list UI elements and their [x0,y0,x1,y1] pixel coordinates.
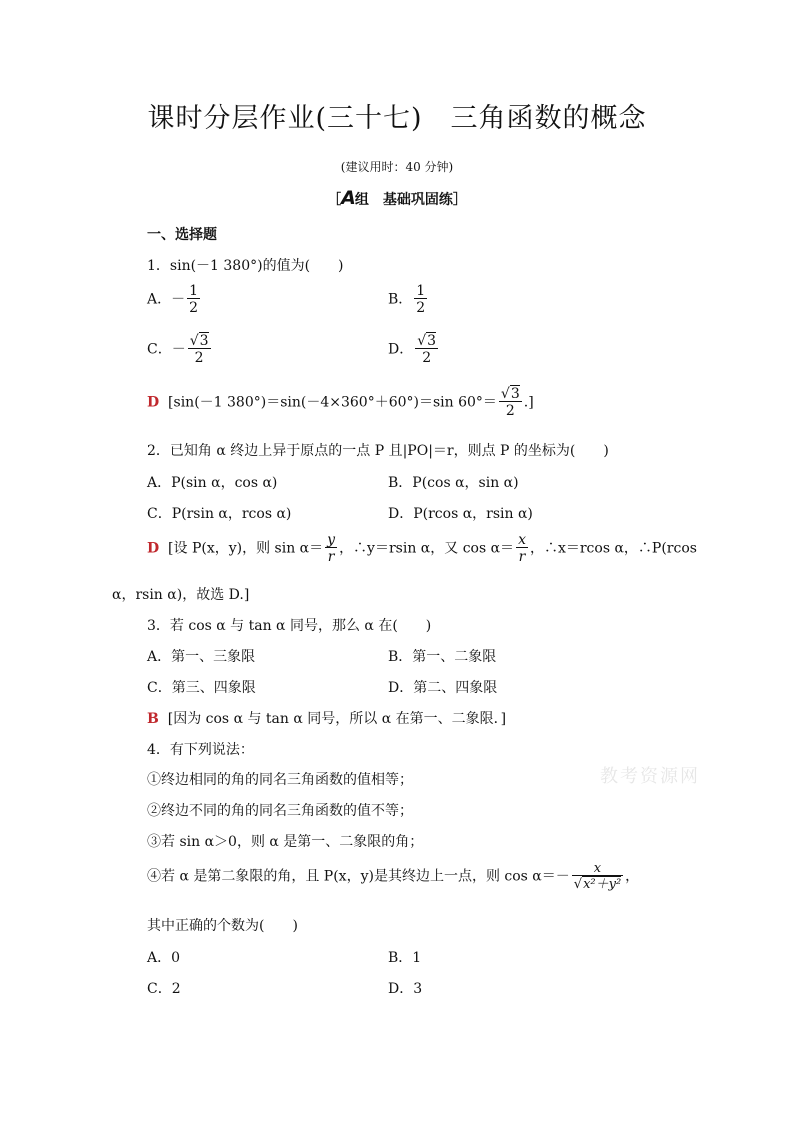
q4-statement-3: ③若 sin α＞0，则 α 是第一、二象限的角； [147,834,424,850]
group-label: 组 基础巩固练 [354,192,453,208]
q3-option-b: B．第一、二象限 [388,649,497,665]
q3-option-c: C．第三、四象限 [147,680,256,696]
sqrt-sign: √3 [417,333,437,349]
q1-option-d: D． $\frac{√3}{2}$ [388,333,437,366]
q4-option-c: C．2 [147,981,181,997]
page-title: 课时分层作业(三十七) 三角函数的概念 [147,103,647,134]
fraction: $\frac{√3}{2}$ [500,386,520,419]
q2-option-d: D．P(rcos α，rsin α) [388,506,533,522]
q1-option-b: B． $\frac{1}{2}$ [388,283,426,316]
sqrt-sign: √3 [189,333,209,349]
q2-answer: D [设 P(x，y)，则 sin α＝ $\frac{y}{r}$ ，∴y＝rsin α，又 cos α＝ $\frac{x}{r}$ ，∴x＝rcos α，∴P(rcos [147,532,697,565]
q1-answer: D [sin(－1 380°)＝sin(－4×360°＋60°)＝sin 60°＝ $\frac{√3}{2}$ .] [147,386,534,419]
q4-option-a: A．0 [147,950,181,966]
fraction: $\frac{y}{r}$ [327,532,336,565]
sqrt-sign: √x²＋y² [573,877,622,892]
fraction: $\frac{x}{\text{√x²＋y²}}$ [573,861,622,892]
section-heading: 一、选择题 [147,227,217,243]
q3-option-a: A．第一、三象限 [147,649,256,665]
q2-stem: 2．已知角 α 终边上异于原点的一点 P 且|PO|＝r，则点 P 的坐标为( ) [147,443,609,459]
fraction: $\frac{1}{2}$ [189,283,199,316]
q4-statement-1: ①终边相同的角的同名三角函数的值相等； [147,772,413,788]
q4-stem: 4．有下列说法： [147,742,254,758]
q2-answer-continuation: α，rsin α)，故选 D.] [112,587,250,603]
q4-statement-4: ④若 α 是第二象限的角，且 P(x，y)是其终边上一点，则 cos α＝－ $\frac{x}{\text{√x²＋y²}}$ ， [147,861,640,892]
fraction: $\frac{√3}{2}$ [189,333,209,366]
group-letter-badge: A [341,187,355,209]
q1-option-c: C．－ $\frac{√3}{2}$ [147,333,209,366]
q4-question: 其中正确的个数为( ) [147,918,298,934]
q4-statement-2: ②终边不同的角的同名三角函数的值不等； [147,803,413,819]
answer-letter: D [147,540,160,557]
answer-letter: B [147,711,159,727]
watermark: 教考资源网 [600,766,700,787]
time-note: (建议用时：40 分钟) [340,160,454,174]
q4-option-d: D．3 [388,981,423,997]
fraction: $\frac{√3}{2}$ [417,333,437,366]
q4-option-b: B．1 [388,950,422,966]
q2-option-a: A．P(sin α，cos α) [147,475,278,491]
q2-option-b: B．P(cos α，sin α) [388,475,519,491]
q3-option-d: D．第二、四象限 [388,680,498,696]
answer-letter: D [147,394,160,411]
group-bracket-close: ］ [452,192,467,208]
q3-stem: 3．若 cos α 与 tan α 同号，那么 α 在( ) [147,618,432,634]
fraction: $\frac{1}{2}$ [416,283,426,316]
group-bracket-open: ［ [327,192,342,208]
sqrt-sign: √3 [500,386,520,402]
q2-option-c: C．P(rsin α，rcos α) [147,506,292,522]
fraction: $\frac{x}{r}$ [518,532,526,565]
q3-answer: B [因为 cos α 与 tan α 同号，所以 α 在第一、二象限．] [147,711,507,727]
group-heading [0,187,794,209]
q1-option-a: A．－ $\frac{1}{2}$ [147,283,199,316]
q1-stem: 1．sin(－1 380°)的值为( ) [147,258,344,274]
